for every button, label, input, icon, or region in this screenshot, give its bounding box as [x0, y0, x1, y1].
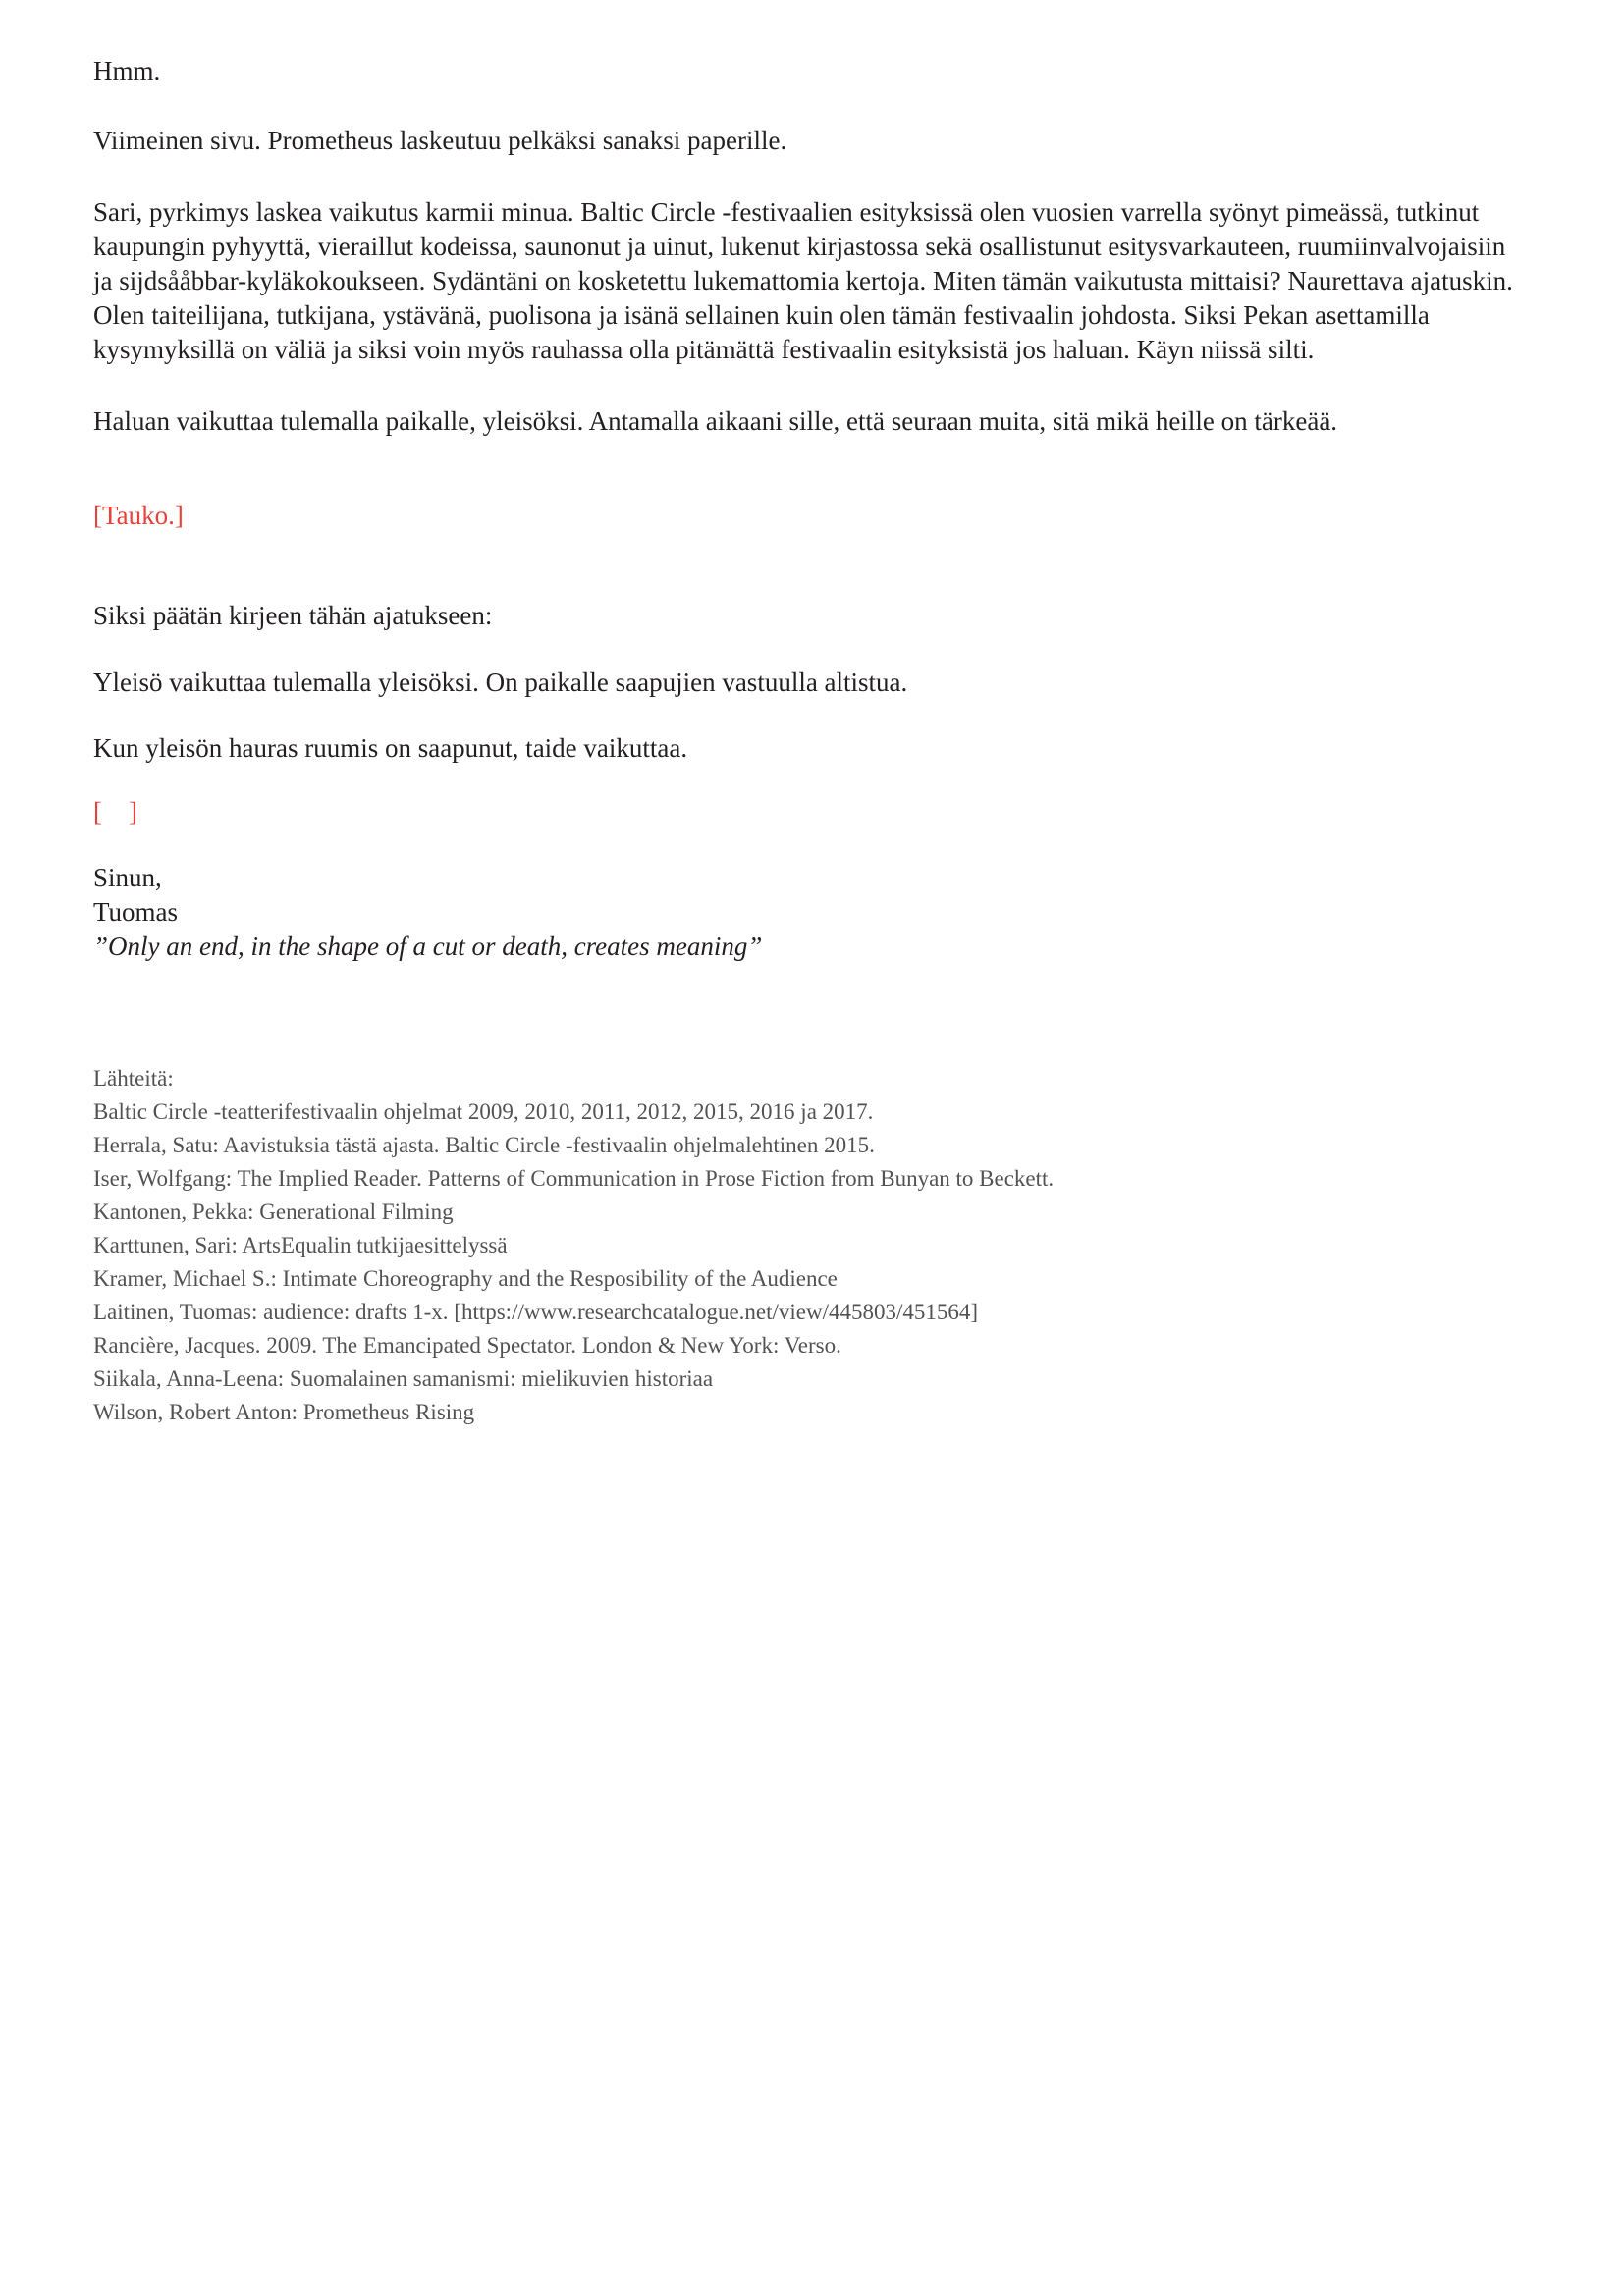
source-item: Baltic Circle -teatterifestivaalin ohjelmat 2009, 2010, 2011, 2012, 2015, 2016 ja 2017. — [93, 1099, 874, 1124]
signoff-block — [93, 861, 1531, 964]
bracket-marker: [ ] — [93, 797, 137, 827]
paragraph-sari: Sari, pyrkimys laskea vaikutus karmii minua. Baltic Circle -festivaalien esityksissä olen vuosien varrella syönyt pimeässä, tutkinut kaupungin pyhyyttä, vieraillut kodeissa, saunonut ja uinut, lukenut kirjastossa sekä osallistunut esitysvarkauteen, ruumiinvalvojaisiin ja sijdsååbbar-kyläkokoukseen. Sydäntäni on kosketettu lukemattomia kertoja. Miten tämän vaikutusta mittaisi? Naurettava ajatuskin. Olen taiteilijana, tutkijana, ystävänä, puolisona ja isänä sellainen kuin olen tämän festivaalin johdosta. Siksi Pekan asettamilla kysymyksillä on väliä ja siksi voin myös rauhassa olla pitämättä festivaalin esityksistä jos haluan. Käyn niissä silti. — [93, 197, 1513, 364]
source-item: Kantonen, Pekka: Generational Filming — [93, 1200, 454, 1224]
closing-quote: ”Only an end, in the shape of a cut or death, creates meaning” — [93, 932, 763, 961]
paragraph-hmm: Hmm. — [93, 56, 161, 85]
paragraph-siksi: Siksi päätän kirjeen tähän ajatukseen: — [93, 601, 493, 630]
paragraph-yleiso: Yleisö vaikuttaa tulemalla yleisöksi. On paikalle saapujien vastuulla altistua. — [93, 667, 908, 697]
source-item: Kramer, Michael S.: Intimate Choreography and the Resposibility of the Audience — [93, 1266, 838, 1291]
source-item: Rancière, Jacques. 2009. The Emancipated Spectator. London & New York: Verso. — [93, 1333, 841, 1358]
pause-marker: [Tauko.] — [93, 501, 184, 530]
paragraph-haluan: Haluan vaikuttaa tulemalla paikalle, yleisöksi. Antamalla aikaani sille, että seuraan muita, sitä mikä heille on tärkeää. — [93, 406, 1338, 436]
sources-heading: Lähteitä: — [93, 1066, 174, 1091]
source-item: Siikala, Anna-Leena: Suomalainen samanismi: mielikuvien historiaa — [93, 1366, 714, 1391]
source-item: Herrala, Satu: Aavistuksia tästä ajasta. Baltic Circle -festivaalin ohjelmalehtinen 2015. — [93, 1133, 875, 1157]
sources-list — [93, 1062, 1531, 1429]
source-item: Wilson, Robert Anton: Prometheus Rising — [93, 1400, 475, 1424]
paragraph-kun: Kun yleisön hauras ruumis on saapunut, taide vaikuttaa. — [93, 733, 688, 763]
source-item: Laitinen, Tuomas: audience: drafts 1-x. [https://www.researchcatalogue.net/view/445803/451564] — [93, 1300, 979, 1324]
paragraph-viimeinen: Viimeinen sivu. Prometheus laskeutuu pelkäksi sanaksi paperille. — [93, 126, 787, 155]
signoff-tuomas: Tuomas — [93, 897, 179, 927]
signoff-sinun: Sinun, — [93, 863, 162, 892]
source-item: Karttunen, Sari: ArtsEqualin tutkijaesittelyssä — [93, 1233, 508, 1257]
source-item: Iser, Wolfgang: The Implied Reader. Patterns of Communication in Prose Fiction from Bunyan to Beckett. — [93, 1166, 1055, 1191]
